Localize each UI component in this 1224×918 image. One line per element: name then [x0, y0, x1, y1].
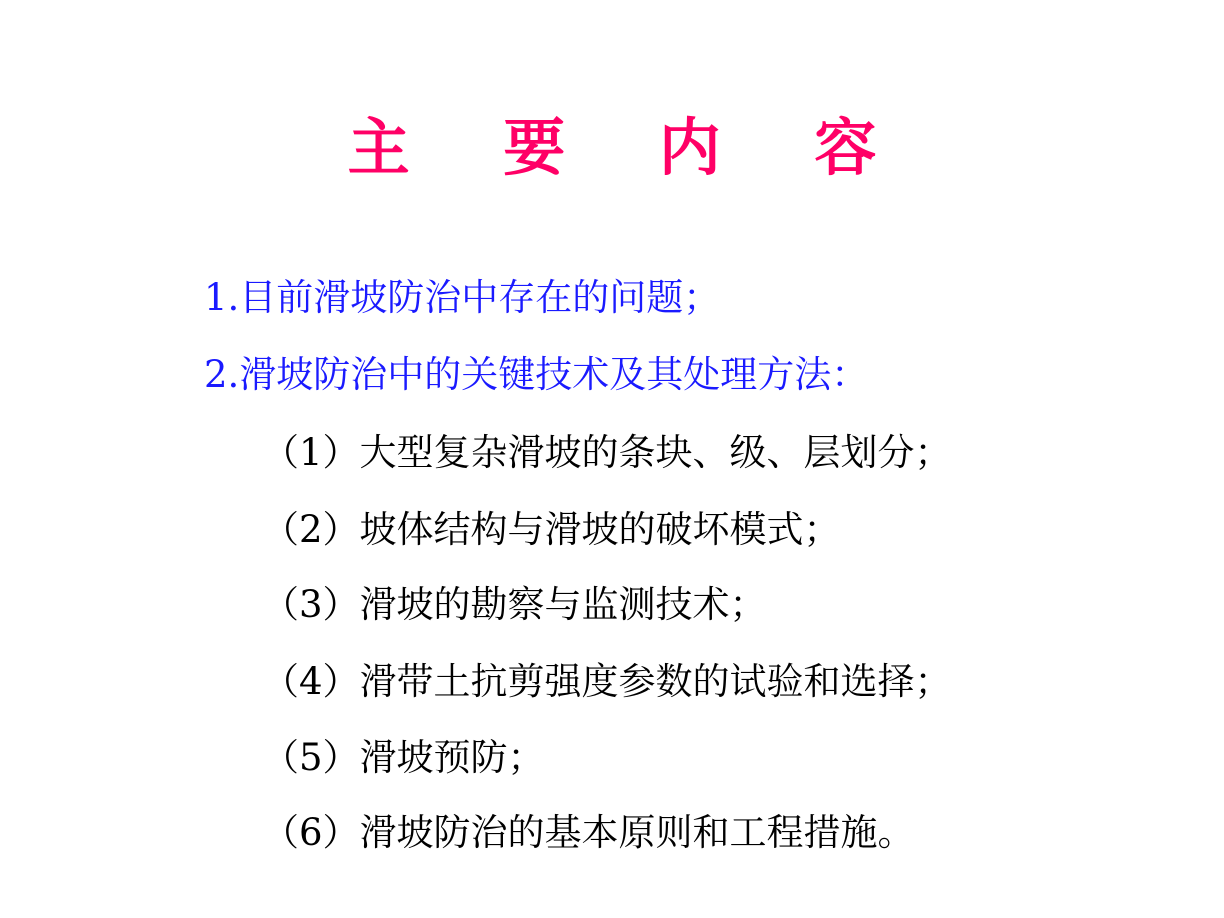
sub-item-failure-mode: （2）坡体结构与滑坡的破坏模式；: [262, 508, 841, 551]
sub-item-division: （1）大型复杂滑坡的条块、级、层划分；: [262, 431, 952, 474]
list-item-problems: 1.目前滑坡防治中存在的问题；: [204, 276, 721, 319]
sub-item-prevention: （5）滑坡预防；: [262, 736, 545, 779]
sub-item-shear-strength: （4）滑带土抗剪强度参数的试验和选择；: [262, 660, 952, 703]
slide-title: 主 要 内 容: [347, 111, 913, 184]
sub-item-principles-measures: （6）滑坡防治的基本原则和工程措施。: [262, 811, 915, 854]
list-item-key-techniques: 2.滑坡防治中的关键技术及其处理方法：: [204, 353, 869, 396]
sub-item-survey-monitoring: （3）滑坡的勘察与监测技术；: [262, 583, 767, 626]
